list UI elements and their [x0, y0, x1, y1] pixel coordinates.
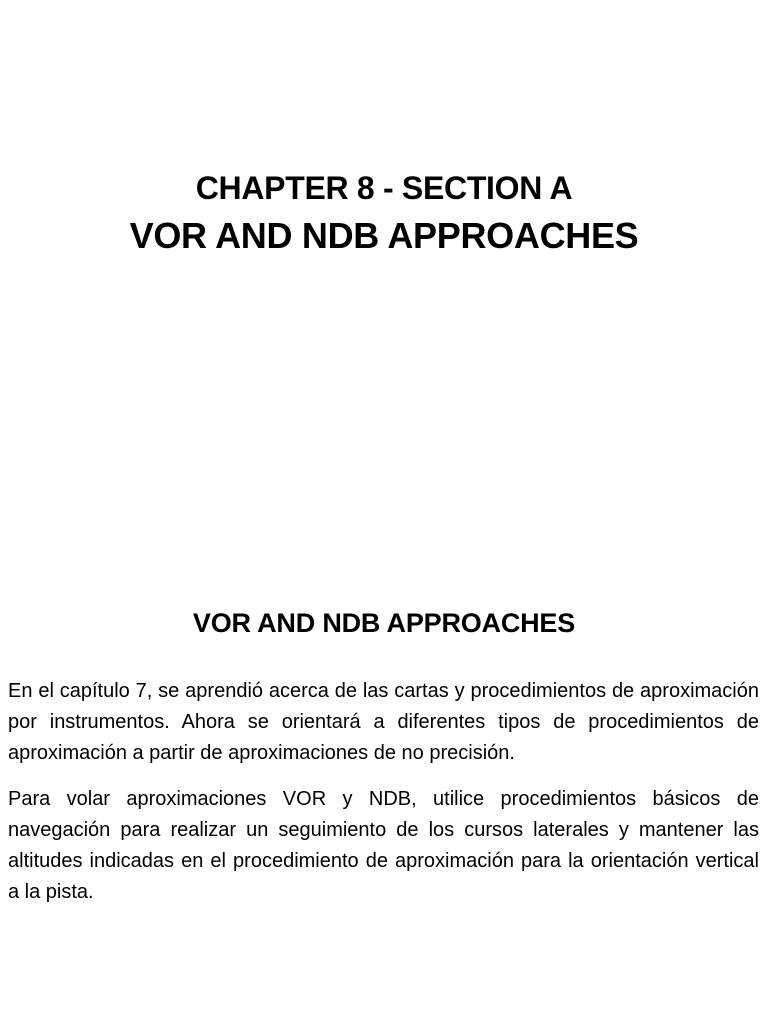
paragraph-2: Para volar aproximaciones VOR y NDB, utilice procedimientos básicos de navegación para realizar un seguimiento de los cursos laterales y mantener las altitudes indicadas en el procedimiento de aproximación para la orientación vertical a la pista.: [8, 788, 759, 903]
section-heading: VOR AND NDB APPROACHES: [192, 608, 576, 638]
paragraph-1: En el capítulo 7, se aprendió acerca de las cartas y procedimientos de aproximación por instrumentos. Ahora se orientará a diferentes tipos de procedimientos de aproximación a partir de aproximaciones de no precisión.: [8, 680, 759, 764]
main-title: VOR AND NDB APPROACHES: [129, 215, 639, 256]
body-text: [8, 676, 759, 923]
chapter-title: CHAPTER 8 - SECTION A: [195, 170, 573, 206]
title-block: [0, 166, 768, 262]
